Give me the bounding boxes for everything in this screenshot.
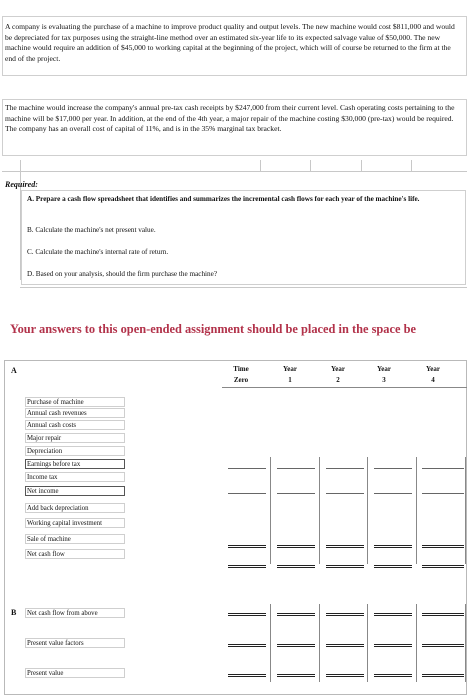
row-label-net-cash-flow: Net cash flow <box>25 549 125 559</box>
cell-earnings-before-tax-y3[interactable] <box>374 459 412 469</box>
cell-divider <box>465 604 466 682</box>
cell-net-cash-flow-y2[interactable] <box>326 558 364 568</box>
cell-b-net-cash-flow-t0[interactable] <box>228 606 266 616</box>
cell-earnings-before-tax-t0[interactable] <box>228 459 266 469</box>
cell-divider <box>367 604 368 682</box>
cell-present-value-y4[interactable] <box>422 667 464 677</box>
row-label-present-value-factors: Present value factors <box>25 638 125 648</box>
row-label-annual-cash-revenues: Annual cash revenues <box>25 408 125 418</box>
cell-net-cash-flow-y3[interactable] <box>374 558 412 568</box>
cell-earnings-before-tax-y1[interactable] <box>277 459 315 469</box>
cell-net-income-y3[interactable] <box>374 484 412 494</box>
cell-divider <box>270 604 271 682</box>
cell-b-net-cash-flow-y1[interactable] <box>277 606 315 616</box>
question-a: A. Prepare a cash flow spreadsheet that identifies and summarizes the incremental cash flows for each year of the machine's life. <box>27 195 420 203</box>
row-label-working-capital-investment: Working capital investment <box>25 518 125 528</box>
col-header-year-1: Year 1 <box>283 365 297 384</box>
cell-pv-factor-t0[interactable] <box>228 637 266 647</box>
question-c: C. Calculate the machine's internal rate of return. <box>27 248 169 256</box>
row-label-income-tax: Income tax <box>25 472 125 482</box>
problem-paragraph-2: The machine would increase the company's annual pre-tax cash receipts by $247,000 from their current level. Cash operating costs pertaining to the machine will be $17,000 per year. In addition, at the end of the 4th year, a major repair of the machine costing $30,000 (pre-tax) would be required. The company has an overall cost of capital of 11%, and is in the 35% marginal tax bracket. <box>5 103 455 134</box>
cell-net-income-t0[interactable] <box>228 484 266 494</box>
grid-rule <box>260 160 261 172</box>
section-b-label: B <box>11 608 17 617</box>
cell-divider <box>270 457 271 564</box>
section-a-label: A <box>11 366 17 375</box>
cell-pv-factor-y4[interactable] <box>422 637 464 647</box>
cell-net-cash-flow-y1[interactable] <box>277 558 315 568</box>
cell-pv-factor-y2[interactable] <box>326 637 364 647</box>
cell-b-net-cash-flow-y2[interactable] <box>326 606 364 616</box>
header-rule <box>222 387 467 388</box>
row-label-net-income: Net income <box>25 486 125 496</box>
grid-rule <box>411 160 412 172</box>
cell-earnings-before-tax-y4[interactable] <box>422 459 464 469</box>
col-header-time-zero: Time Zero <box>233 365 249 384</box>
col-header-year-3: Year 3 <box>377 365 391 384</box>
cell-divider <box>367 457 368 564</box>
cell-b-net-cash-flow-y3[interactable] <box>374 606 412 616</box>
cell-sale-of-machine-y2[interactable] <box>326 538 364 548</box>
question-b: B. Calculate the machine's net present value. <box>27 226 156 234</box>
row-label-add-back-depreciation: Add back depreciation <box>25 503 125 513</box>
cell-divider <box>416 457 417 564</box>
row-label-present-value: Present value <box>25 668 125 678</box>
row-label-purchase-of-machine: Purchase of machine <box>25 397 125 407</box>
cell-pv-factor-y1[interactable] <box>277 637 315 647</box>
cell-divider <box>465 457 466 564</box>
cell-sale-of-machine-y1[interactable] <box>277 538 315 548</box>
problem-paragraph-1: A company is evaluating the purchase of a machine to improve product quality and output levels. The new machine would cost $811,000 and would be depreciated for tax purposes using the straight-line method over an estimated six-year life to its expected salvage value of $50,000. The new machine would require an addition of $45,000 to working capital at the beginning of the project, which will of course be returned to the firm at the end of the project. <box>5 22 455 63</box>
question-d: D. Based on your analysis, should the firm purchase the machine? <box>27 270 218 278</box>
cell-net-income-y1[interactable] <box>277 484 315 494</box>
row-label-annual-cash-costs: Annual cash costs <box>25 420 125 430</box>
cell-sale-of-machine-t0[interactable] <box>228 538 266 548</box>
grid-rule <box>20 287 467 288</box>
cell-sale-of-machine-y3[interactable] <box>374 538 412 548</box>
cell-present-value-y2[interactable] <box>326 667 364 677</box>
cell-b-net-cash-flow-y4[interactable] <box>422 606 464 616</box>
row-label-sale-of-machine: Sale of machine <box>25 534 125 544</box>
cell-pv-factor-y3[interactable] <box>374 637 412 647</box>
grid-rule <box>310 160 311 172</box>
cell-earnings-before-tax-y2[interactable] <box>326 459 364 469</box>
col-header-year-4: Year 4 <box>426 365 440 384</box>
cell-net-income-y2[interactable] <box>326 484 364 494</box>
required-label: Required: <box>5 180 38 189</box>
cell-divider <box>319 457 320 564</box>
answer-instructions-banner: Your answers to this open-ended assignment should be placed in the space be <box>10 322 416 336</box>
col-header-year-2: Year 2 <box>331 365 345 384</box>
grid-rule <box>2 171 467 172</box>
row-label-earnings-before-tax: Earnings before tax <box>25 459 125 469</box>
row-label-net-cash-flow-from-above: Net cash flow from above <box>25 608 125 618</box>
cell-net-cash-flow-y4[interactable] <box>422 558 464 568</box>
cell-divider <box>319 604 320 682</box>
cell-net-income-y4[interactable] <box>422 484 464 494</box>
cell-net-cash-flow-t0[interactable] <box>228 558 266 568</box>
row-label-depreciation: Depreciation <box>25 446 125 456</box>
grid-rule <box>361 160 362 172</box>
cell-present-value-y3[interactable] <box>374 667 412 677</box>
cell-present-value-y1[interactable] <box>277 667 315 677</box>
cell-divider <box>416 604 417 682</box>
cell-sale-of-machine-y4[interactable] <box>422 538 464 548</box>
cell-present-value-t0[interactable] <box>228 667 266 677</box>
row-label-major-repair: Major repair <box>25 433 125 443</box>
